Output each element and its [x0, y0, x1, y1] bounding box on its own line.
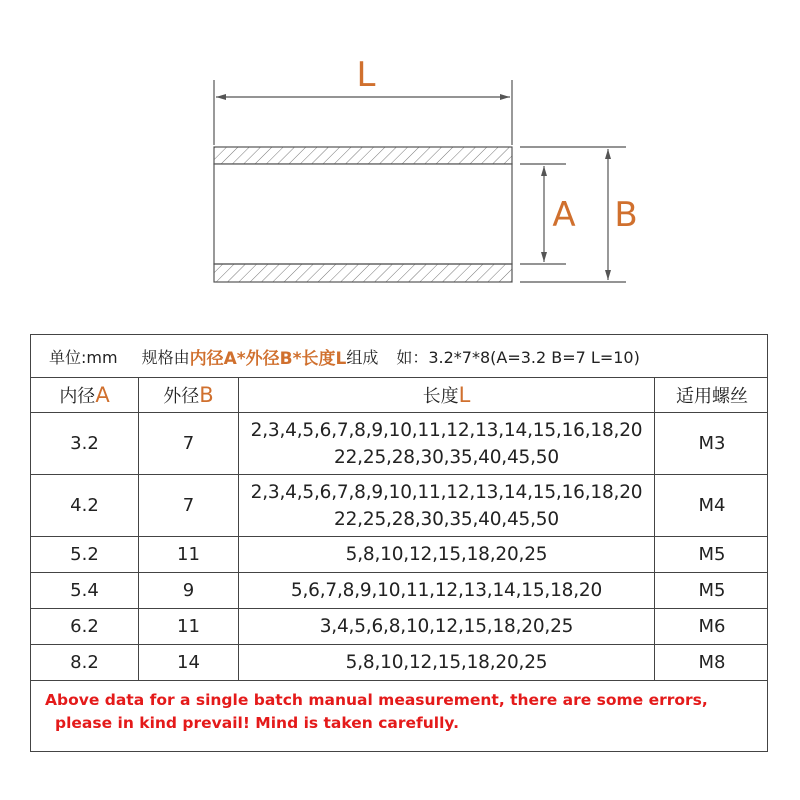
header-length-text: 长度	[422, 386, 459, 407]
inner-diameter-cell: 6.2	[70, 616, 99, 637]
inner-diameter-cell: 4.2	[70, 495, 99, 516]
inner-arrow-top	[541, 166, 547, 176]
length-line: 5,6,7,8,9,10,11,12,13,14,15,18,20	[290, 580, 603, 601]
header-length-letter: L	[458, 383, 471, 407]
length-cell	[238, 645, 654, 680]
sleeve-diagram	[0, 0, 800, 320]
length-label: L	[356, 55, 376, 95]
header-row	[31, 377, 767, 412]
inner-diameter-cell: 5.2	[70, 544, 99, 565]
table-row	[31, 644, 767, 680]
length-arrow-left	[216, 94, 226, 100]
screw-cell: M4	[654, 475, 769, 536]
outer-arrow-bottom	[605, 270, 611, 280]
table-row	[31, 474, 767, 536]
screw-cell: M3	[654, 413, 769, 474]
note-row	[31, 680, 767, 751]
header-outer	[138, 378, 238, 412]
example-text: 如：3.2*7*8(A=3.2 B=7 L=10)	[396, 347, 640, 367]
length-line: 22,25,28,30,35,40,45,50	[334, 446, 559, 468]
length-line: 2,3,4,5,6,7,8,9,10,11,12,13,14,15,16,18,20	[250, 481, 643, 503]
table-row	[31, 536, 767, 572]
outer-diameter-cell: 9	[138, 573, 238, 608]
info-cell	[31, 335, 767, 377]
header-inner	[31, 378, 138, 412]
screw-cell: M5	[654, 573, 769, 608]
length-cell	[238, 573, 654, 608]
header-inner-letter: A	[95, 383, 110, 407]
length-cell	[238, 609, 654, 644]
note-line-2: please in kind prevail! Mind is taken carefully.	[55, 714, 459, 732]
sleeve-bottom-wall	[214, 264, 512, 282]
inner-diameter-cell: 3.2	[70, 433, 99, 454]
outer-diameter-cell: 14	[138, 645, 238, 680]
table-row	[31, 608, 767, 644]
spec-table	[30, 334, 768, 752]
measurement-note	[31, 681, 767, 743]
outer-diameter-cell: 11	[138, 537, 238, 572]
screw-cell: M8	[654, 645, 769, 680]
spec-highlight-text: 内径A*外径B*长度L	[189, 348, 347, 369]
header-outer-letter: B	[199, 383, 214, 407]
length-cell	[238, 537, 654, 572]
length-line: 22,25,28,30,35,40,45,50	[334, 508, 559, 530]
inner-diameter-cell: 5.4	[70, 580, 99, 601]
outer-diameter-cell: 11	[138, 609, 238, 644]
info-row	[31, 335, 767, 377]
header-screw	[654, 378, 769, 412]
length-line: 3,4,5,6,8,10,12,15,18,20,25	[319, 616, 574, 637]
header-inner-text: 内径	[59, 386, 96, 407]
length-line: 5,8,10,12,15,18,20,25	[345, 652, 548, 673]
outer-diameter-cell: 7	[138, 475, 238, 536]
outer-label: B	[614, 195, 638, 235]
header-outer-text: 外径	[163, 386, 200, 407]
inner-label: A	[552, 195, 576, 235]
unit-text: 单位:mm	[49, 347, 118, 367]
outer-arrow-top	[605, 149, 611, 159]
sleeve-bore	[214, 164, 512, 264]
sleeve-top-wall	[214, 147, 512, 164]
inner-diameter-cell: 8.2	[70, 652, 99, 673]
table-row	[31, 572, 767, 608]
note-line-1: Above data for a single batch manual measurement, there are some errors,	[45, 691, 708, 709]
screw-cell: M5	[654, 537, 769, 572]
header-screw-text: 适用螺丝	[676, 386, 748, 407]
length-arrow-right	[500, 94, 510, 100]
spec-suffix-text: 组成	[346, 347, 379, 367]
length-cell	[238, 475, 654, 536]
table-row	[31, 412, 767, 474]
length-cell	[238, 413, 654, 474]
screw-cell: M6	[654, 609, 769, 644]
outer-diameter-cell: 7	[138, 413, 238, 474]
spec-prefix-text: 规格由	[141, 347, 190, 367]
inner-arrow-bottom	[541, 252, 547, 262]
header-length	[238, 378, 654, 412]
length-line: 5,8,10,12,15,18,20,25	[345, 544, 548, 565]
length-line: 2,3,4,5,6,7,8,9,10,11,12,13,14,15,16,18,20	[250, 419, 643, 441]
